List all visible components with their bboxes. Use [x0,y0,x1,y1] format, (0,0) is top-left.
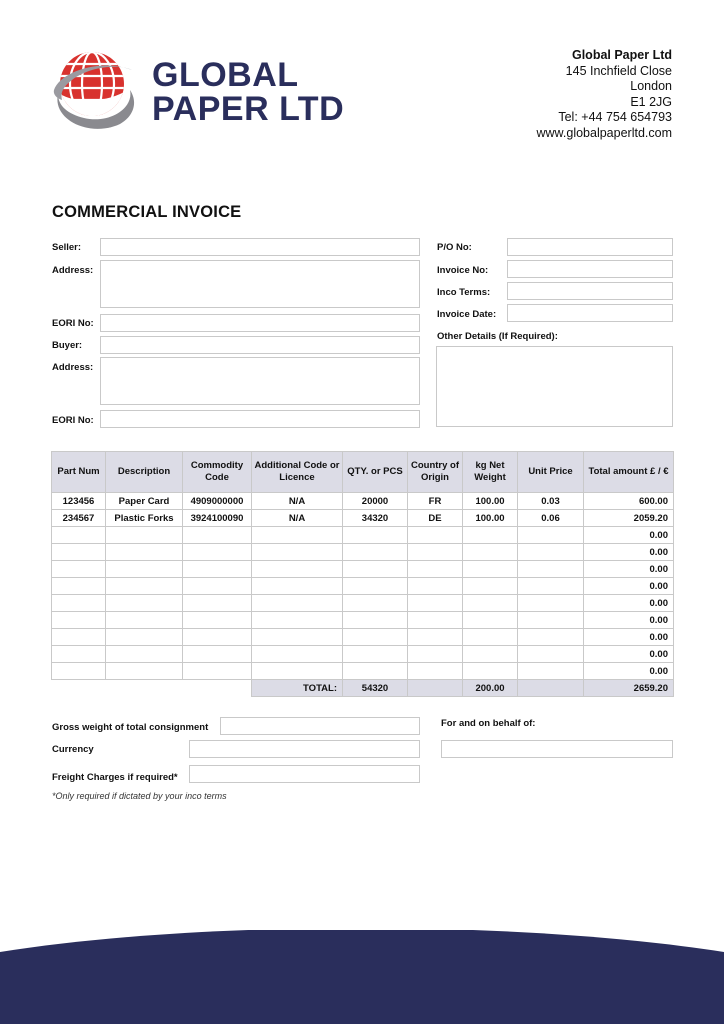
cell-part-num[interactable] [52,612,106,629]
cell-qty[interactable] [343,663,408,680]
cell-net-weight[interactable] [463,629,518,646]
header-total-amount: Total amount £ / € [584,452,674,493]
buyer-field[interactable] [100,336,420,354]
cell-total-amount[interactable]: 0.00 [584,544,674,561]
cell-net-weight[interactable] [463,663,518,680]
gross-weight-label: Gross weight of total consignment [52,722,209,733]
cell-description[interactable] [106,561,183,578]
cell-commodity-code[interactable] [183,544,252,561]
seller-eori-field[interactable] [100,314,420,332]
table-row [52,561,674,578]
cell-total-amount[interactable]: 0.00 [584,561,674,578]
buyer-address-label: Address: [52,362,94,373]
page-title: COMMERCIAL INVOICE [52,203,242,221]
cell-qty[interactable] [343,544,408,561]
seller-address-label: Address: [52,265,94,276]
inco-terms-label: Inco Terms: [437,287,491,298]
cell-part-num[interactable] [52,544,106,561]
cell-description[interactable]: Plastic Forks [106,510,183,527]
cell-commodity-code[interactable] [183,561,252,578]
total-spacer [52,680,252,697]
brand-line-2: PAPER LTD [152,90,345,128]
cell-qty[interactable] [343,561,408,578]
header-qty: QTY. or PCS [343,452,408,493]
table-total-row [52,680,674,697]
total-country-blank [408,680,463,697]
cell-commodity-code[interactable] [183,663,252,680]
footer-wave-decoration [0,930,724,1024]
table-row [52,663,674,680]
cell-additional-code[interactable] [252,629,343,646]
table-row [52,578,674,595]
globe-logo-icon [50,50,146,136]
company-street: 145 Inchfield Close [565,63,672,78]
total-weight: 200.00 [463,680,518,697]
header-net-weight: kg Net Weight [463,452,518,493]
cell-additional-code[interactable] [252,595,343,612]
company-logo [50,50,345,136]
cell-unit-price[interactable] [518,612,584,629]
cell-net-weight[interactable] [463,561,518,578]
cell-part-num[interactable]: 234567 [52,510,106,527]
cell-unit-price[interactable] [518,527,584,544]
cell-part-num[interactable] [52,561,106,578]
table-row [52,510,674,527]
cell-description[interactable] [106,595,183,612]
cell-description[interactable] [106,646,183,663]
cell-commodity-code[interactable] [183,612,252,629]
header-additional-code: Additional Code or Licence [252,452,343,493]
cell-unit-price[interactable] [518,629,584,646]
cell-qty[interactable]: 34320 [343,510,408,527]
cell-total-amount[interactable]: 0.00 [584,527,674,544]
cell-commodity-code[interactable] [183,578,252,595]
cell-additional-code[interactable] [252,527,343,544]
cell-qty[interactable] [343,595,408,612]
cell-unit-price[interactable] [518,646,584,663]
table-row [52,544,674,561]
company-website[interactable]: www.globalpaperltd.com [536,125,672,140]
invoice-date-field[interactable] [507,304,673,322]
cell-country[interactable] [408,527,463,544]
cell-country[interactable] [408,544,463,561]
table-header-row [52,452,674,493]
cell-part-num[interactable] [52,595,106,612]
header-commodity-code: Commodity Code [183,452,252,493]
invoice-number-field[interactable] [507,260,673,278]
cell-total-amount[interactable]: 2059.20 [584,510,674,527]
brand-line-1: GLOBAL [152,56,299,94]
cell-qty[interactable] [343,527,408,544]
cell-commodity-code[interactable]: 3924100090 [183,510,252,527]
cell-additional-code[interactable] [252,646,343,663]
total-qty: 54320 [343,680,408,697]
cell-total-amount[interactable]: 0.00 [584,578,674,595]
cell-country[interactable] [408,578,463,595]
table-row [52,612,674,629]
cell-net-weight[interactable] [463,544,518,561]
company-phone: Tel: +44 754 654793 [558,110,672,124]
seller-address-field[interactable] [100,260,420,308]
cell-net-weight[interactable] [463,646,518,663]
invoice-number-label: Invoice No: [437,265,489,276]
cell-country[interactable] [408,646,463,663]
header-country-origin: Country of Origin [408,452,463,493]
cell-total-amount[interactable]: 0.00 [584,629,674,646]
cell-country[interactable] [408,561,463,578]
cell-additional-code[interactable] [252,561,343,578]
cell-unit-price[interactable]: 0.06 [518,510,584,527]
cell-additional-code[interactable] [252,544,343,561]
seller-eori-label: EORI No: [52,318,94,329]
cell-description[interactable] [106,578,183,595]
currency-label: Currency [52,744,94,755]
cell-commodity-code[interactable] [183,527,252,544]
cell-part-num[interactable]: 123456 [52,493,106,510]
cell-country[interactable] [408,595,463,612]
table-row [52,493,674,510]
brand-name [152,58,344,126]
buyer-address-field[interactable] [100,357,420,405]
cell-unit-price[interactable]: 0.03 [518,493,584,510]
cell-qty[interactable] [343,578,408,595]
cell-part-num[interactable] [52,629,106,646]
inco-footnote: *Only required if dictated by your inco terms [52,791,227,801]
cell-unit-price[interactable] [518,663,584,680]
cell-additional-code[interactable] [252,578,343,595]
cell-country[interactable] [408,612,463,629]
cell-description[interactable] [106,527,183,544]
cell-unit-price[interactable] [518,578,584,595]
freight-charges-field[interactable] [189,765,420,783]
cell-additional-code[interactable] [252,663,343,680]
on-behalf-label: For and on behalf of: [441,718,536,729]
cell-part-num[interactable] [52,527,106,544]
company-city: London [630,79,672,93]
cell-commodity-code[interactable] [183,629,252,646]
cell-unit-price[interactable] [518,561,584,578]
header-part-num: Part Num [52,452,106,493]
cell-country[interactable] [408,663,463,680]
table-row [52,527,674,544]
header-unit-price: Unit Price [518,452,584,493]
cell-total-amount[interactable]: 0.00 [584,612,674,629]
cell-commodity-code[interactable]: 4909000000 [183,493,252,510]
cell-country[interactable]: FR [408,493,463,510]
cell-commodity-code[interactable] [183,646,252,663]
cell-net-weight[interactable] [463,612,518,629]
on-behalf-field[interactable] [441,740,673,758]
cell-description[interactable] [106,544,183,561]
total-unit-blank [518,680,584,697]
po-number-field[interactable] [507,238,673,256]
total-amount: 2659.20 [584,680,674,697]
cell-description[interactable] [106,663,183,680]
table-row [52,595,674,612]
header-description: Description [106,452,183,493]
company-address-block [537,48,673,141]
cell-unit-price[interactable] [518,595,584,612]
cell-total-amount[interactable]: 0.00 [584,595,674,612]
cell-total-amount[interactable]: 0.00 [584,663,674,680]
buyer-label: Buyer: [52,340,83,351]
invoice-date-label: Invoice Date: [437,309,497,320]
seller-label: Seller: [52,242,82,253]
line-items-table [51,451,674,697]
cell-net-weight[interactable]: 100.00 [463,493,518,510]
company-name: Global Paper Ltd [571,48,672,62]
po-number-label: P/O No: [437,242,472,253]
cell-qty[interactable] [343,612,408,629]
freight-charges-label: Freight Charges if required* [52,772,178,783]
cell-qty[interactable] [343,629,408,646]
table-row [52,646,674,663]
total-label: TOTAL: [252,680,343,697]
cell-net-weight[interactable] [463,578,518,595]
cell-description[interactable] [106,629,183,646]
cell-net-weight[interactable] [463,527,518,544]
other-details-label: Other Details (If Required): [437,331,558,342]
seller-field[interactable] [100,238,420,256]
cell-additional-code[interactable] [252,612,343,629]
cell-country[interactable] [408,629,463,646]
cell-additional-code[interactable]: N/A [252,493,343,510]
cell-unit-price[interactable] [518,544,584,561]
gross-weight-field[interactable] [220,717,420,735]
cell-additional-code[interactable]: N/A [252,510,343,527]
currency-field[interactable] [189,740,420,758]
cell-commodity-code[interactable] [183,595,252,612]
cell-part-num[interactable] [52,578,106,595]
other-details-field[interactable] [436,346,673,427]
cell-description[interactable]: Paper Card [106,493,183,510]
cell-qty[interactable] [343,646,408,663]
company-postcode: E1 2JG [630,94,672,109]
cell-total-amount[interactable]: 600.00 [584,493,674,510]
cell-net-weight[interactable]: 100.00 [463,510,518,527]
cell-qty[interactable]: 20000 [343,493,408,510]
table-row [52,629,674,646]
cell-part-num[interactable] [52,646,106,663]
inco-terms-field[interactable] [507,282,673,300]
cell-country[interactable]: DE [408,510,463,527]
cell-part-num[interactable] [52,663,106,680]
buyer-eori-field[interactable] [100,410,420,428]
cell-total-amount[interactable]: 0.00 [584,646,674,663]
buyer-eori-label: EORI No: [52,415,94,426]
cell-description[interactable] [106,612,183,629]
cell-net-weight[interactable] [463,595,518,612]
